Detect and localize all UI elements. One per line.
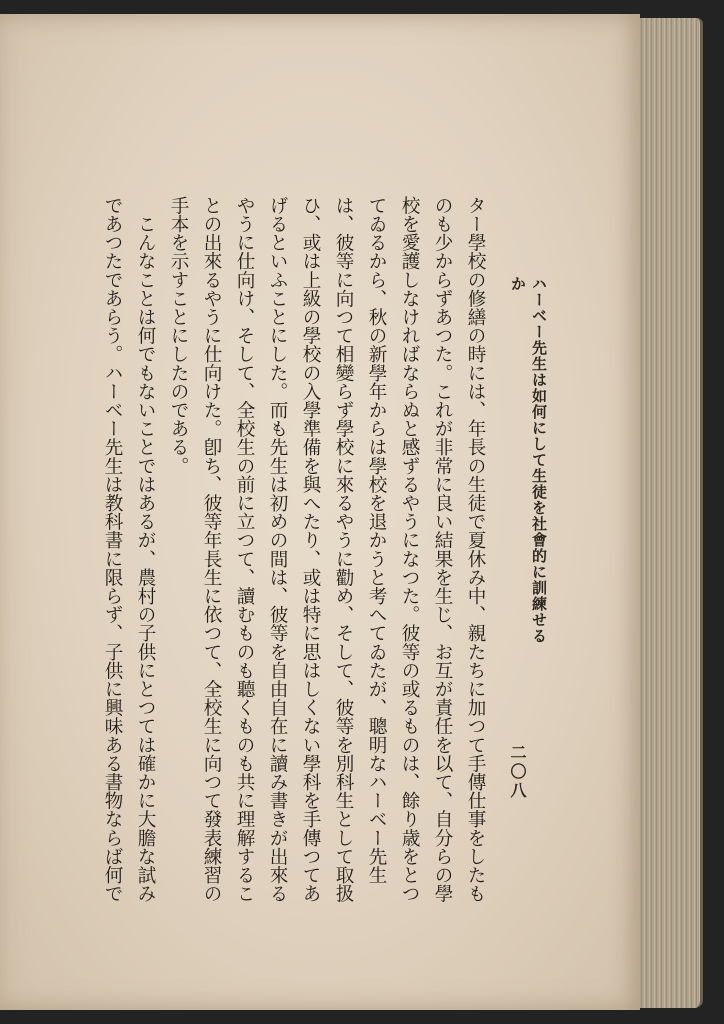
text-line: てゐるから、秋の新學年からは學校を退かうと考へてゐたが、聰明なハーベー先生 bbox=[366, 196, 387, 885]
text-line: であつたであらう。ハーベー先生は教科書に限らず、子供に興味ある書物ならば何で bbox=[102, 196, 123, 903]
body-text bbox=[52, 196, 492, 916]
page-number: 二〇八 bbox=[508, 744, 527, 801]
text-line: は、彼等に向つて相變らず學校に來るやうに勸め、そして、彼等を別科生として取扱 bbox=[333, 196, 354, 903]
text-line: 手本を示すことにしたのである。 bbox=[168, 196, 189, 475]
text-line: 校を愛護しなければならぬと感ずるやうになつた。彼等の或るものは、餘り歳をとつ bbox=[399, 196, 420, 903]
text-line: ひ、或は上級の學校の入學準備を與へたり、或は特に思はしくない學科を手傳つてあ bbox=[300, 196, 321, 903]
text-line: やうに仕向け、そして、全校生の前に立つて、讀むものも聽くものも共に理解するこ bbox=[234, 196, 255, 903]
text-line: こんなことは何でもないことではあるが、農村の子供にとつては確かに大膽な試み bbox=[135, 196, 156, 903]
text-line: ター學校の修繕の時には、年長の生徒で夏休み中、親たちに加つて手傳仕事をしたも bbox=[465, 196, 486, 903]
text-line: げるといふことにした。而も先生は初めの間は、彼等を自由自在に讀み書きが出來る bbox=[267, 196, 288, 903]
text-line: との出來るやうに仕向けた。卽ち、彼等年長生に依つて、全校生に向つて發表練習の bbox=[201, 196, 222, 903]
book bbox=[0, 14, 704, 1010]
text-line: のも少からずあつた。これが非常に良い結果を生じ、お互が責任を以て、自分らの學 bbox=[432, 196, 453, 903]
running-header: ハーベー先生は如何にして生徒を社會的に訓練せるか bbox=[509, 276, 548, 644]
book-page bbox=[0, 14, 640, 1010]
